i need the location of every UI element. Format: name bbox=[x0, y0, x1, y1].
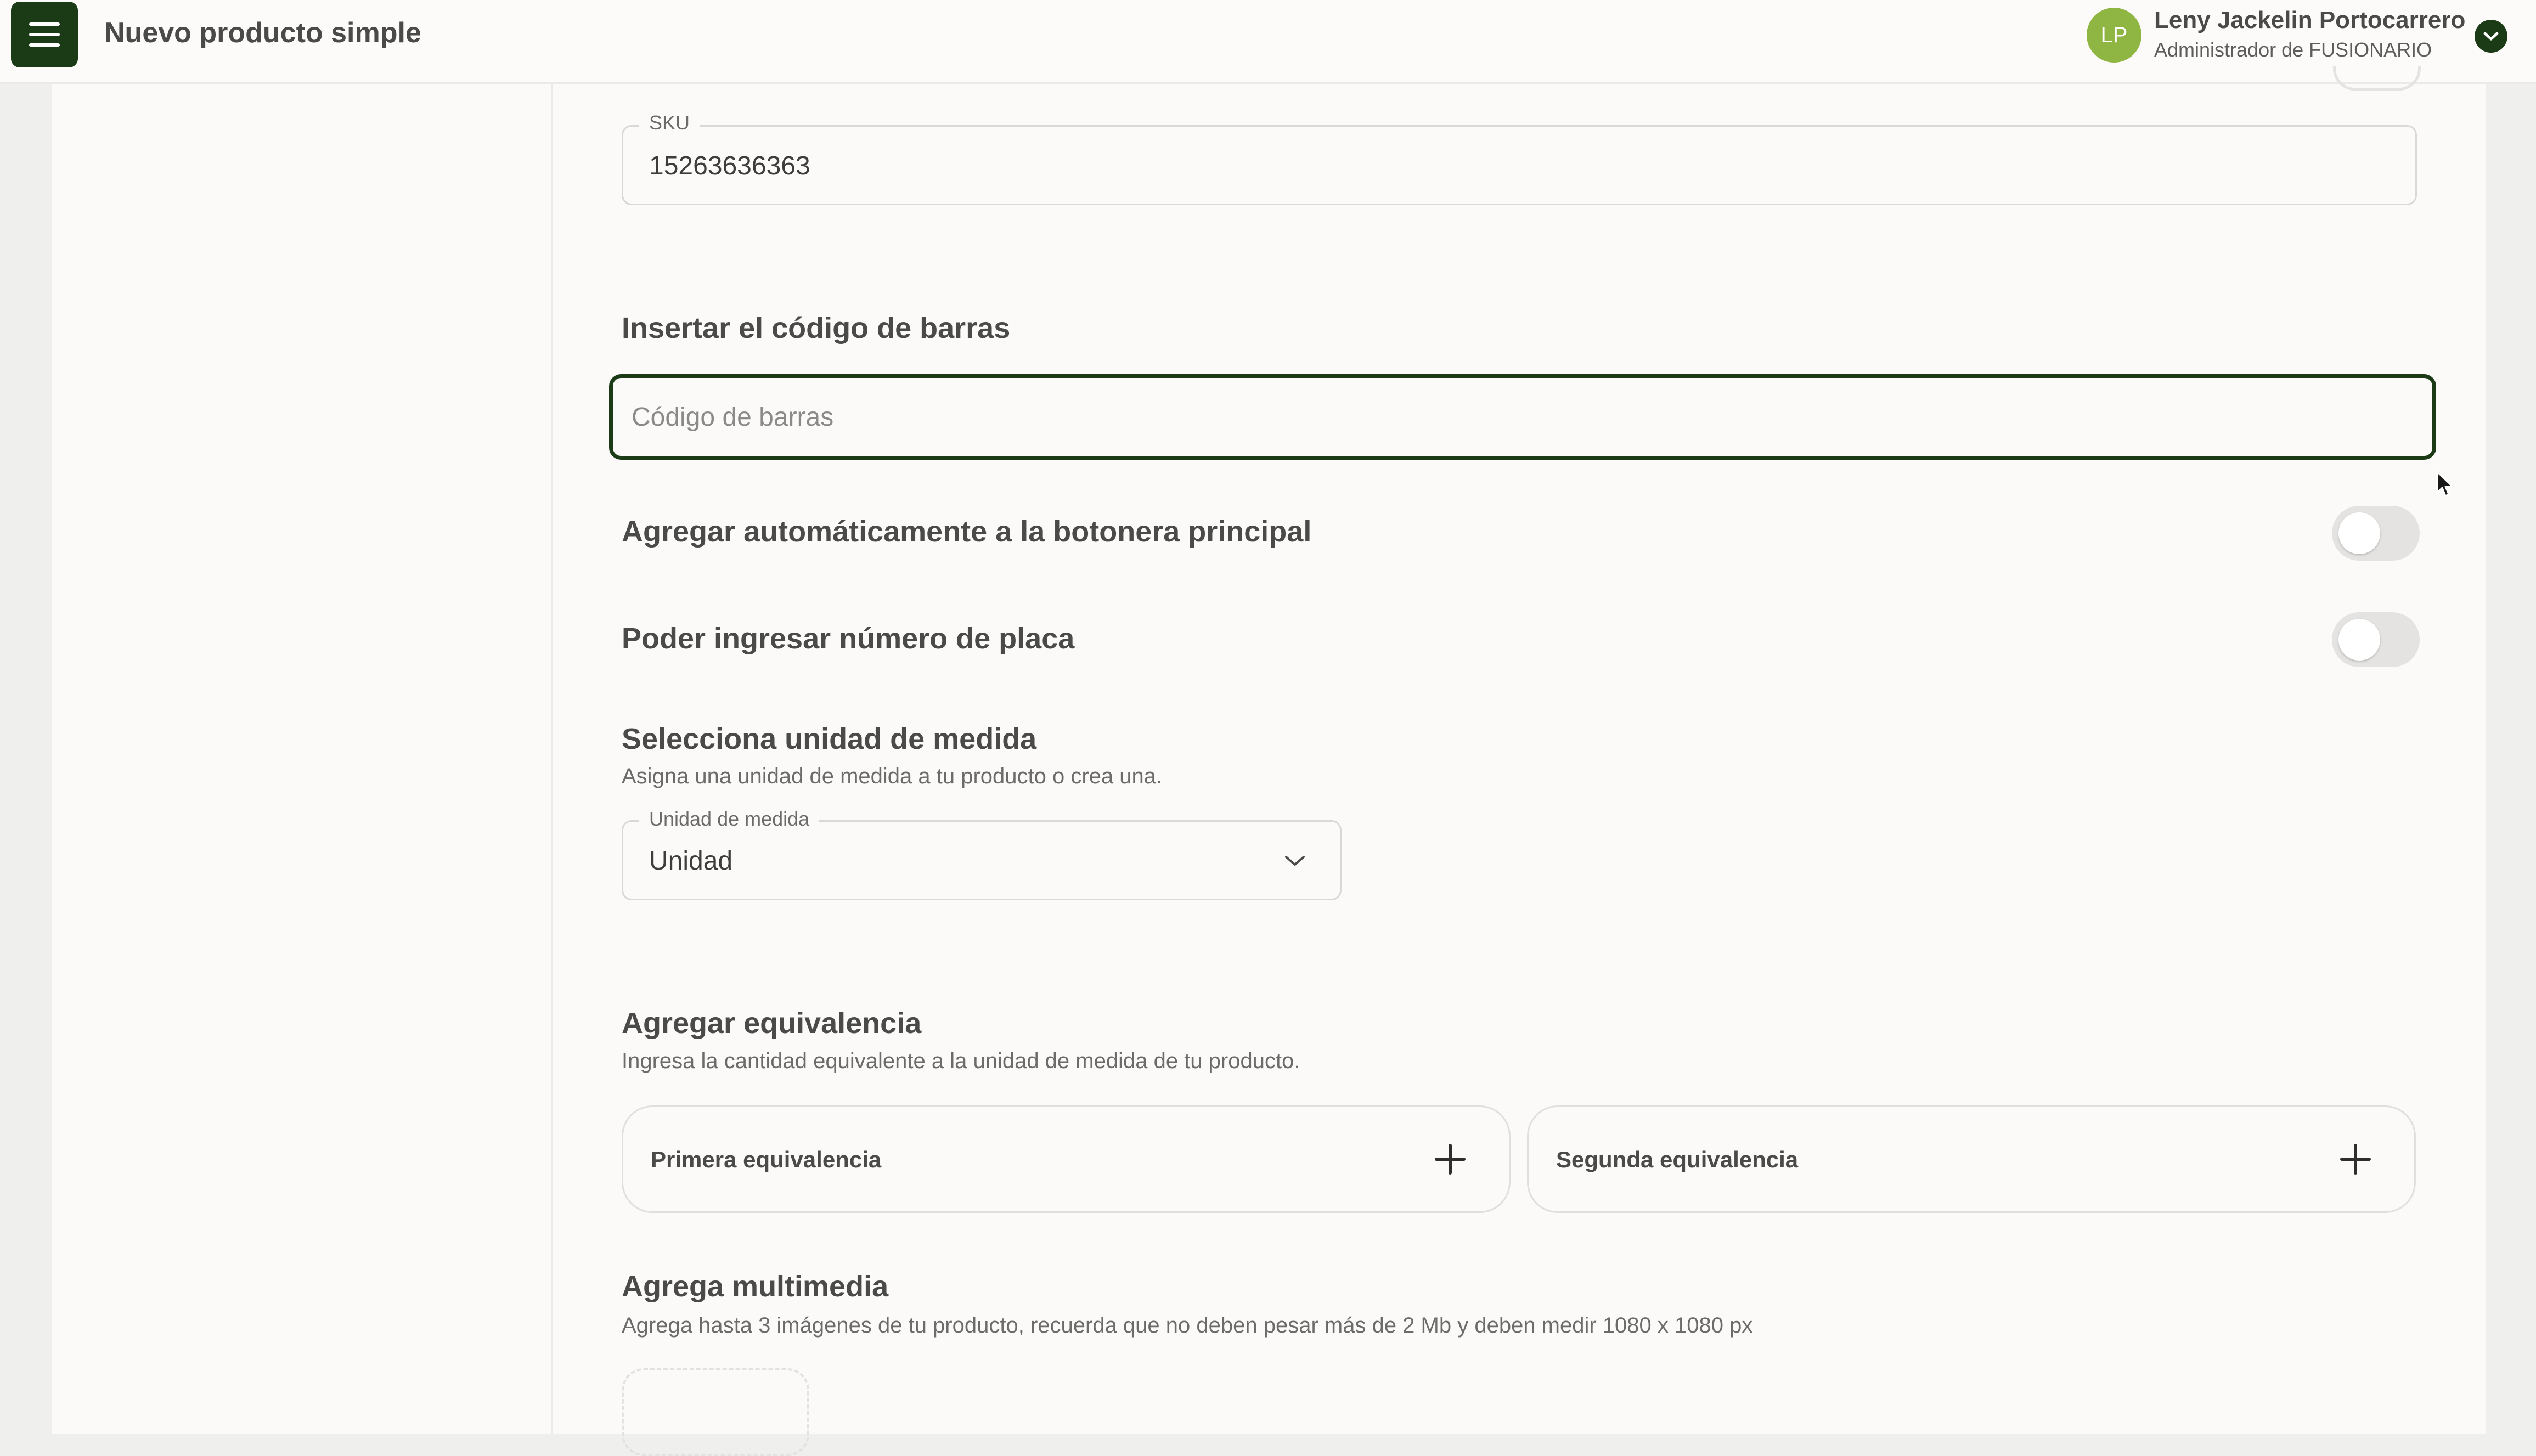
chevron-down-icon[interactable] bbox=[1284, 853, 1306, 868]
unit-select-value[interactable]: Unidad bbox=[649, 846, 733, 876]
sku-field[interactable] bbox=[622, 125, 2417, 205]
menu-button[interactable] bbox=[11, 2, 78, 67]
toggle-label-main-buttons: Agregar automáticamente a la botonera principal bbox=[622, 515, 1312, 548]
avatar[interactable]: LP bbox=[2087, 8, 2141, 63]
equivalence-description: Ingresa la cantidad equivalente a la unidad de medida de tu producto. bbox=[622, 1049, 1300, 1073]
toggle-main-buttons[interactable] bbox=[2332, 506, 2420, 561]
first-equivalence-card[interactable] bbox=[622, 1105, 1511, 1213]
multimedia-description: Agrega hasta 3 imágenes de tu producto, recuerda que no deben pesar más de 2 Mb y deben medir 1080 x 1080 px bbox=[622, 1313, 1753, 1338]
main-panel bbox=[553, 84, 2486, 1434]
unit-description: Asigna una unidad de medida a tu producto o crea una. bbox=[622, 764, 1163, 788]
hamburger-icon bbox=[29, 22, 60, 47]
user-role: Administrador de FUSIONARIO bbox=[2154, 38, 2432, 61]
chevron-down-icon bbox=[2483, 31, 2499, 42]
toggle-partial[interactable] bbox=[2333, 66, 2421, 91]
page-title: Nuevo producto simple bbox=[104, 17, 421, 49]
toggle-knob bbox=[2338, 512, 2380, 554]
plus-icon[interactable] bbox=[2336, 1140, 2375, 1178]
mouse-pointer-icon bbox=[2436, 471, 2455, 498]
second-equivalence-card[interactable] bbox=[1527, 1105, 2416, 1213]
sku-value[interactable]: 15263636363 bbox=[649, 151, 810, 180]
sku-label: SKU bbox=[639, 111, 700, 134]
left-panel bbox=[52, 84, 553, 1434]
equivalence-title: Agregar equivalencia bbox=[622, 1007, 922, 1040]
toggle-label-plate-number: Poder ingresar número de placa bbox=[622, 622, 1075, 655]
top-bar bbox=[0, 0, 2536, 84]
user-name[interactable]: Leny Jackelin Portocarrero bbox=[2154, 7, 2466, 33]
second-equivalence-label: Segunda equivalencia bbox=[1556, 1147, 1799, 1172]
toggle-plate-number[interactable] bbox=[2332, 612, 2420, 667]
user-menu-button[interactable] bbox=[2475, 20, 2507, 53]
unit-title: Selecciona unidad de medida bbox=[622, 723, 1037, 755]
image-upload-slot[interactable] bbox=[622, 1368, 809, 1456]
barcode-input[interactable] bbox=[609, 374, 2436, 460]
unit-select-label: Unidad de medida bbox=[639, 808, 819, 831]
barcode-title: Insertar el código de barras bbox=[622, 312, 1011, 345]
toggle-knob bbox=[2338, 619, 2380, 661]
plus-icon[interactable] bbox=[1431, 1140, 1469, 1178]
first-equivalence-label: Primera equivalencia bbox=[651, 1147, 882, 1172]
multimedia-title: Agrega multimedia bbox=[622, 1270, 889, 1303]
